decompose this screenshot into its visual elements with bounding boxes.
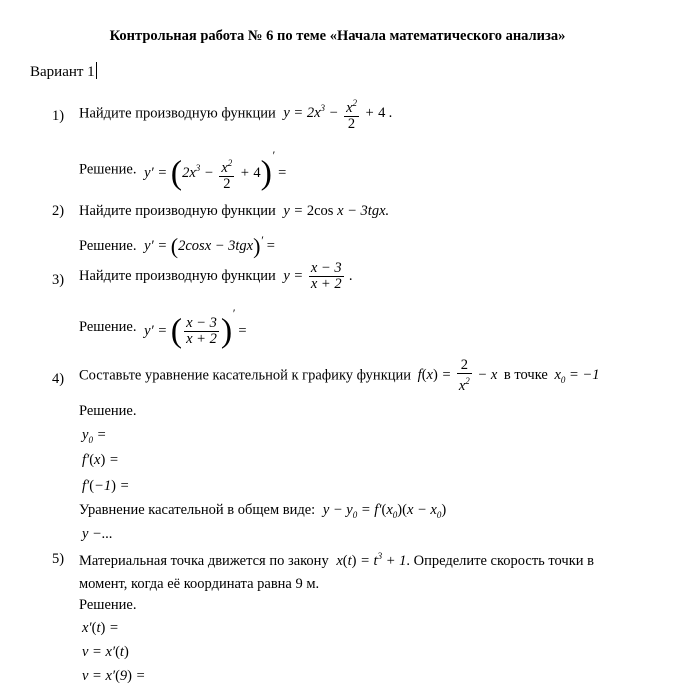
task-2-statement [79, 203, 389, 220]
task-4-general-formula: $y - y_0 = f'(x_0)(x - x_0)$ [322, 502, 447, 520]
task-4-point: $x_0 = -1$ [554, 366, 600, 385]
task-3-solution-label: Решение. [79, 318, 137, 335]
task-5-solution-label: Решение. [79, 597, 137, 613]
task-1-solution-label: Решение. [79, 161, 137, 178]
task-3-number: 3) [52, 272, 65, 288]
task-4-text: Составьте уравнение касательной к графику функции [79, 367, 412, 384]
variant-label[interactable] [30, 62, 97, 81]
page-title: Контрольная работа № 6 по теме «Начала математического анализа» [109, 28, 566, 44]
task-1-text: Найдите производную функции [79, 105, 276, 122]
task-5-text: Материальная точка движется по закону [79, 552, 329, 569]
task-5-step-derivative: x′(t) = [82, 620, 119, 636]
task-4-text-mid: в точке [503, 367, 548, 384]
task-4-number: 4) [52, 371, 65, 387]
task-2-solution-formula: y′ = (2cosx − 3tgx)′ = [144, 233, 275, 259]
task-2-solution [79, 233, 275, 258]
variant-text: Вариант 1 [30, 64, 95, 80]
task-4-statement [79, 358, 599, 394]
task-3-solution [79, 306, 247, 349]
task-5-step-velocity-at-9: v = x′(9) = [82, 668, 146, 684]
task-5-formula: $x(t) = t^3 + 1$ [336, 551, 407, 569]
task-5-number: 5) [52, 551, 65, 567]
task-4-general-form [79, 502, 446, 520]
task-4-general-label: Уравнение касательной в общем виде: [79, 502, 316, 518]
task-4-step-derivative: f′(x) = [82, 452, 119, 468]
task-3-statement [79, 261, 353, 292]
task-1-formula: $y = 2x^3$ − $\frac{x^2}{2}$ + 4 . [283, 98, 393, 132]
task-5-step-velocity: v = x′(t) [82, 644, 129, 660]
task-5-text-line2: момент, когда её координата равна 9 м. [79, 576, 320, 592]
task-2-solution-label: Решение. [79, 237, 137, 254]
task-2-text: Найдите производную функции [79, 203, 276, 219]
task-2-number: 2) [52, 203, 65, 219]
task-2-formula: y = 2cos x − 3tgx. [283, 203, 390, 219]
task-1-solution [79, 148, 286, 192]
task-4-step-answer: y −... [82, 526, 113, 542]
task-1-statement [79, 96, 393, 132]
task-4-solution-label: Решение. [79, 403, 137, 419]
task-4-formula: f(x) = $\frac{2}{x^2}$ − x [417, 357, 498, 394]
task-1-solution-formula: $y' = (2x^3$ − $\frac{x^2}{2}$ + 4)′ = [144, 148, 287, 192]
task-3-formula: y = $\frac{x - 3}{x + 2}$ . [283, 260, 353, 292]
task-4-step-y0: $y_0$ = [82, 427, 107, 445]
task-5-statement [79, 551, 594, 570]
task-3-solution-formula: y′ = ( $\frac{x - 3}{x + 2}$ )′ = [144, 306, 247, 350]
task-5-text-after: . Определите скорость точки в [406, 552, 594, 569]
task-3-text: Найдите производную функции [79, 268, 276, 284]
task-1-number: 1) [52, 108, 65, 124]
task-4-step-derivative-at-point: f′(−1) = [82, 478, 130, 494]
text-cursor [96, 62, 97, 79]
